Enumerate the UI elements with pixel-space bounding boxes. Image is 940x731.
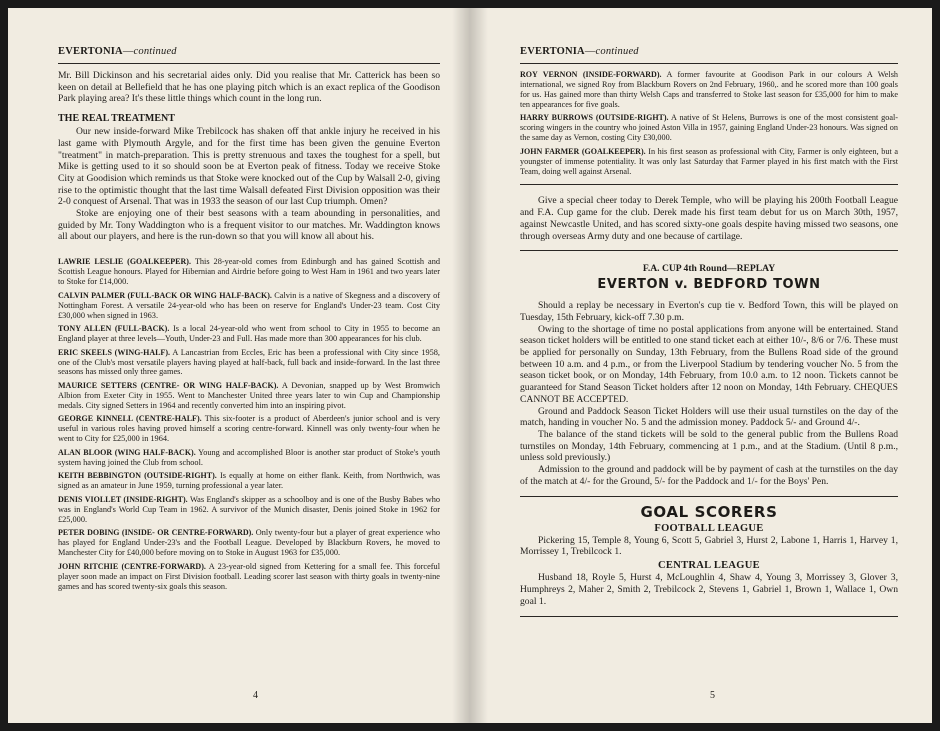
player-name: KEITH BEBBINGTON (OUTSIDE-RIGHT). xyxy=(58,471,217,481)
player-description: A 23-year-old signed from Kettering for a small fee. This forceful player soon made an impact on First Division football. Leading scorer last season with thirty goals in twenty-nine games and has scored twenty-six goals this season. xyxy=(58,561,441,591)
fixture-notice xyxy=(520,300,898,487)
running-head xyxy=(58,46,440,57)
player-name: GEORGE KINNELL (CENTRE-HALF). xyxy=(58,414,202,424)
section-paragraph: Stoke are enjoying one of their best seasons with a team abounding in personalities, and guided by Mr. Tony Waddington who is a frequent visitor to our matches. Mr. Waddington knows all about our players, and here is the run-down so that you will know all about his. xyxy=(58,208,440,243)
player-entry xyxy=(520,147,898,177)
player-entry xyxy=(58,495,440,525)
player-entry xyxy=(58,448,440,468)
player-description: In his first season as professional with City, Farmer is only eighteen, but a youngster of immense potentiality. It was only last Saturday that Farmer played in his first match with the First Team, doing well against Arsenal. xyxy=(520,146,898,176)
player-description: A former favourite at Goodison Park in our colours A Welsh international, we signed Roy from Blackburn Rovers on 2nd February, 1960,. and he scored more than 100 goals for us. Has gained more than thirty Welsh Caps and transferred to Stoke last season for £35,000 for him to make ten appearances for five goals. xyxy=(520,70,898,109)
fixture-kicker: F.A. CUP 4th Round—REPLAY xyxy=(642,263,776,275)
player-name: ROY VERNON (INSIDE-FORWARD). xyxy=(520,70,662,79)
player-description: Calvin is a native of Skegness and a discovery of Nottingham Forest. A versatile 24-year-old who has been on reserve for England's Under-23 team. Cost City £30,000 when signed in 1963. xyxy=(58,290,440,320)
player-entry xyxy=(58,471,440,491)
fixture-paragraph: Owing to the shortage of time no postal applications from anyone will be entertained. Stand season ticket holders will be entitled to one stand ticket each at either 10/-, 8/6 or 7/6. These must be applied for personally on Sunday, 13th February, from the Bullens Road side of the ground between 10 a.m. and 4 p.m., or from the Liverpool Stadium by tendering voucher No. 5 from the season ticket book, or on Monday, 14th February, from 10.0 a.m. to 12 noon. Tickets cannot be guaranteed for Stand Season Ticket holders after 12 noon on Monday, 14th February. CHEQUES CANNOT BE ACCEPTED. xyxy=(520,323,898,405)
player-description: Was England's skipper as a schoolboy and is one of the Busby Babes who was in England's World Cup Team in 1962. A survivor of the Munich disaster, Denis joined Stoke in 1962 for £25,000. xyxy=(58,494,440,524)
player-entry xyxy=(58,348,440,378)
fixture-title: EVERTON v. BEDFORD TOWN xyxy=(597,277,821,293)
player-list xyxy=(58,257,440,592)
player-entry xyxy=(58,381,440,411)
goal-scorers-title: GOAL SCORERS xyxy=(640,502,778,521)
player-entry xyxy=(58,414,440,444)
running-head-sep: — xyxy=(122,46,134,57)
player-name: ERIC SKEELS (WING-HALF). xyxy=(58,347,170,357)
central-league-title: CENTRAL LEAGUE xyxy=(658,560,760,572)
running-head-rule xyxy=(520,63,898,64)
player-entry xyxy=(58,291,440,321)
player-description: Is equally at home on either flank. Keith, from Northwich, was signed as an amateur in June 1959, turning professional a year later. xyxy=(58,471,441,491)
left-page xyxy=(8,8,470,723)
player-list xyxy=(520,70,898,176)
running-head xyxy=(520,46,898,57)
player-name: DENIS VIOLLET (INSIDE-RIGHT). xyxy=(58,494,188,504)
intro-paragraph: Mr. Bill Dickinson and his secretarial aides only. Did you realise that Mr. Catterick has been so keen on detail at Bellefield that he has one playing pitch which is an exact replica of the Goodison Park playing area? It's these little things which count in the long run. xyxy=(58,70,440,105)
running-head-sep: — xyxy=(584,46,596,57)
page-number: 4 xyxy=(253,690,258,701)
section-rule xyxy=(520,616,898,617)
player-description: This 28-year-old comes from Edinburgh and has gained Scottish and Scottish League honours. Played for Hibernian and Airdrie before going to West Ham in 1961 and two years later to Stoke for £14,000. xyxy=(58,257,441,287)
central-league-scorers: Husband 18, Royle 5, Hurst 4, McLoughlin 4, Shaw 4, Young 3, Morrissey 3, Glover 3, Humphreys 2, Maher 2, Smith 2, Trebilcock 2, Stevens 1, Gabriel 1, Brown 1, Wallace 1, Own goal 1. xyxy=(520,572,898,608)
player-name: CALVIN PALMER (FULL-BACK OR WING HALF-BACK). xyxy=(58,290,272,300)
fixture-paragraph: Should a replay be necessary in Everton's cup tie v. Bedford Town, this will be played on Tuesday, 15th February, kick-off 7.30 p.m. xyxy=(520,300,898,323)
player-entry xyxy=(58,528,440,558)
section-title: THE REAL TREATMENT xyxy=(58,113,175,125)
player-name: TONY ALLEN (FULL-BACK). xyxy=(58,324,170,334)
running-head-continued: continued xyxy=(133,46,177,57)
player-description: This six-footer is a product of Aberdeen's junior school and is very useful in various roles having proved himself a scoring centre-forward. Kinnell was only twenty-four when he went to City for £25,000 in 1964. xyxy=(58,414,440,444)
running-head-name: EVERTONIA xyxy=(58,46,123,57)
temple-paragraph: Give a special cheer today to Derek Temple, who will be playing his 200th Football League and F.A. Cup game for the club. Derek made his first team debut for us on March 30th, 1957, against Newcastle United, and has scored sixty-one goals despite having missed two seasons, one through overseas Army duty and one because of cartilage. xyxy=(520,195,898,242)
section-paragraph: Our new inside-forward Mike Trebilcock has shaken off that ankle injury he received in his last game with Plymouth Argyle, and for the first time has been given the genuine Everton "treatment" in match-preparation. This is pretty strenuous and taxes the toughest for a spell, but Mike is getting used to it so should soon be at Everton peak of fitness. Today we receive Stoke City at Goodision which reminds us that Stoke were knocked out of the Cup by Walsall 2-0, giving rise to the optimistic thought that the last time Walsall defeated First Division opposition was their 2-0 conquest of Arsenal. That was in 1933 the season of our last Cup triumph. Omen? xyxy=(58,126,440,208)
page-number: 5 xyxy=(710,690,715,701)
player-description: Only twenty-four but a player of great experience who has played for England Under-23's and the Football League. Developed by Blackburn Rovers, he moved to Manchester City for £40,000 before moving on to Stoke in August 1963 for £35,000. xyxy=(58,528,441,558)
player-entry xyxy=(58,324,440,344)
gutter-shadow xyxy=(452,8,470,723)
running-head-continued: continued xyxy=(595,46,639,57)
player-entry xyxy=(520,70,898,109)
gutter-shadow xyxy=(470,8,488,723)
section-rule xyxy=(520,184,898,185)
fixture-paragraph: Admission to the ground and paddock will be by payment of cash at the turnstiles on the day of the match at 4/- for the Ground, 5/- for the Paddock and 1/- for the Boys' Pen. xyxy=(520,464,898,487)
player-description: A Devonian, snapped up by West Bromwich Albion from Exeter City in 1955. Went to Manchester United three years later to win Cup and Championship medals. City signed Setters in 1964 and recently converted him into an inspiring pivot. xyxy=(58,381,440,410)
player-name: PETER DOBING (INSIDE- OR CENTRE-FORWARD). xyxy=(58,528,254,538)
player-entry xyxy=(520,113,898,143)
running-head-name: EVERTONIA xyxy=(520,46,585,57)
player-description: Is a local 24-year-old who went from school to City in 1955 to become an England player at three levels—Youth, Under-23 and Full. Has made more than 300 appearances for his club. xyxy=(58,324,440,343)
fixture-paragraph: The balance of the stand tickets will be sold to the general public from the Bullens Road turnstiles on Monday, 14th February, commencing at 1 p.m., and at the Stadium. (Until 8 p.m., unless sold previously.) xyxy=(520,428,898,464)
player-name: HARRY BURROWS (OUTSIDE-RIGHT). xyxy=(520,113,669,123)
programme-spread xyxy=(8,8,932,723)
section-rule xyxy=(520,496,898,497)
player-name: JOHN FARMER (GOALKEEPER). xyxy=(520,146,646,156)
player-name: ALAN BLOOR (WING HALF-BACK). xyxy=(58,447,196,457)
player-description: A Lancastrian from Eccles, Eric has been a professional with City since 1958, one of the Club's most versatile players having played at half-back, full back and inside-forward. In the last three seasons has missed only three games. xyxy=(58,347,440,377)
right-page xyxy=(470,8,932,723)
fixture-paragraph: Ground and Paddock Season Ticket Holders will use their usual turnstiles on the day of the match, handing in voucher No. 5 and the admission money. Paddock 5/- and Ground 4/-. xyxy=(520,405,898,429)
player-entry xyxy=(58,562,440,592)
player-entry xyxy=(58,257,440,287)
player-name: MAURICE SETTERS (CENTRE- OR WING HALF-BACK). xyxy=(58,381,279,390)
player-name: JOHN RITCHIE (CENTRE-FORWARD). xyxy=(58,561,206,571)
player-name: LAWRIE LESLIE (GOALKEEPER). xyxy=(58,257,191,267)
player-description: Young and accomplished Bloor is another star product of Stoke's youth system having joined the Club from school. xyxy=(58,447,440,467)
player-description: A native of St Helens, Burrows is one of the most consistent goal-scoring wingers in the country who joined Aston Villa in 1957, gaining England Under-23 honours. Was signed on the same day as Vernon, costing City £30,000. xyxy=(520,113,898,143)
football-league-scorers: Pickering 15, Temple 8, Young 6, Scott 5, Gabriel 3, Hurst 2, Labone 1, Harris 1, Harvey 1, Morrissey 1, Trebilcock 1. xyxy=(520,534,898,558)
section-rule xyxy=(520,250,898,251)
football-league-title: FOOTBALL LEAGUE xyxy=(654,522,764,534)
running-head-rule xyxy=(58,63,440,64)
